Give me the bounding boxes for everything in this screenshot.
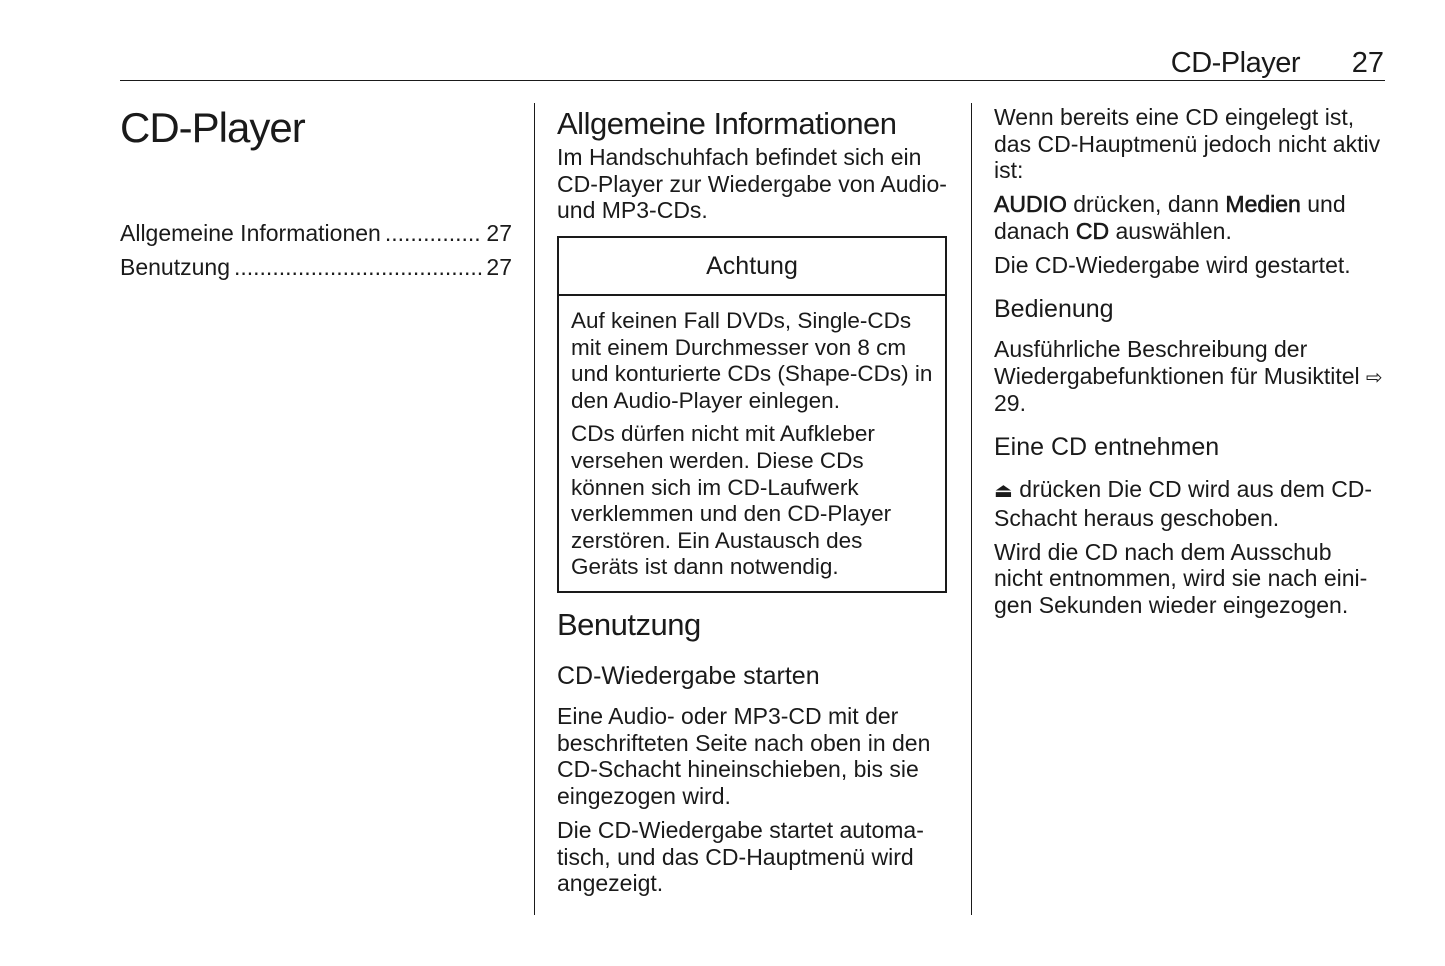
general-info-text: Im Handschuhfach befindet sich ein CD-Player zur Wiedergabe von Audio- und MP3-CDs. (557, 144, 947, 224)
eject-text (994, 476, 1386, 531)
toc-column (120, 100, 512, 284)
warning-paragraph: CDs dürfen nicht mit Aufkleber versehen werden. Diese CDs können sich im CD-Laufwerk verklemmen und den CD-Player zerstören. Ein Austausch des Geräts ist dann notwendig. (571, 421, 892, 580)
start-playback-text-2: Die CD-Wiedergabe startet automa- tisch, und das CD-Hauptmenü wird angezeigt. (557, 816, 924, 897)
section-heading-usage: Benutzung (557, 607, 701, 643)
start-playback-text: Eine Audio- oder MP3-CD mit der beschrifteten Seite nach oben in den CD-Schacht hineinschieben, bis sie eingezogen wird. (557, 703, 931, 810)
operation-description: Ausführliche Beschreibung der Wiedergabefunktionen für Musiktitel (994, 336, 1360, 389)
toc-leader-dots (385, 216, 483, 250)
eject-description: drücken Die CD wird aus dem CD-Schacht heraus geschoben. (994, 476, 1373, 532)
toc-leader-dots (234, 250, 482, 284)
column-divider-right (971, 103, 972, 915)
subheading-eject: Eine CD entnehmen (994, 433, 1220, 462)
toc-entry-label: Benutzung (120, 254, 230, 280)
page-reference[interactable]: 29. (994, 389, 1026, 416)
warning-paragraph: Auf keinen Fall DVDs, Single-CDs mit einem Durchmesser von 8 cm und konturierte CDs (Shape-CDs) in den Audio-Player einlegen. (571, 308, 933, 413)
subheading-start-playback: CD-Wiedergabe starten (557, 662, 820, 691)
toc-entry-page: 27 (486, 254, 512, 280)
operation-text (994, 336, 1386, 416)
warning-box (557, 236, 947, 593)
eject-icon: ⏏ (994, 480, 1013, 503)
cd-inserted-text: Wenn bereits eine CD eingelegt ist, das CD-Hauptmenü jedoch nicht aktiv ist: (994, 104, 1381, 184)
table-of-contents (120, 216, 512, 284)
warning-body (559, 296, 945, 591)
header-rule (120, 80, 1385, 81)
instruction-text: auswählen. (1109, 217, 1232, 244)
instruction-text: drücken, dann (1066, 191, 1226, 218)
toc-entry[interactable] (120, 216, 512, 250)
media-menu-label: Medien (1225, 191, 1301, 218)
playback-started-text: Die CD-Wiedergabe wird gestartet. (994, 251, 1351, 278)
content-column-right (994, 100, 1386, 619)
toc-entry-page: 27 (486, 220, 512, 246)
eject-retract-text: Wird die CD nach dem Ausschub nicht entnommen, wird sie nach eini- gen Sekunden wieder eingezogen. (994, 538, 1368, 619)
warning-title: Achtung (559, 238, 945, 296)
toc-entry-label: Allgemeine Informationen (120, 220, 381, 246)
column-divider-left (534, 103, 535, 915)
section-heading-general: Allgemeine Informationen (557, 106, 897, 141)
audio-media-instruction (994, 191, 1386, 244)
running-header-title: CD-Player (1170, 47, 1300, 79)
content-column-middle (557, 100, 949, 897)
page-number: 27 (1351, 47, 1384, 79)
toc-entry[interactable] (120, 250, 512, 284)
instruction-text: und danach (994, 191, 1346, 244)
cd-menu-label: CD (1075, 217, 1110, 244)
audio-button-label: AUDIO (994, 191, 1067, 218)
cross-reference-arrow-icon: ⇨ (1366, 366, 1383, 389)
subheading-operation: Bedienung (994, 295, 1114, 324)
chapter-title: CD-Player (120, 104, 305, 151)
